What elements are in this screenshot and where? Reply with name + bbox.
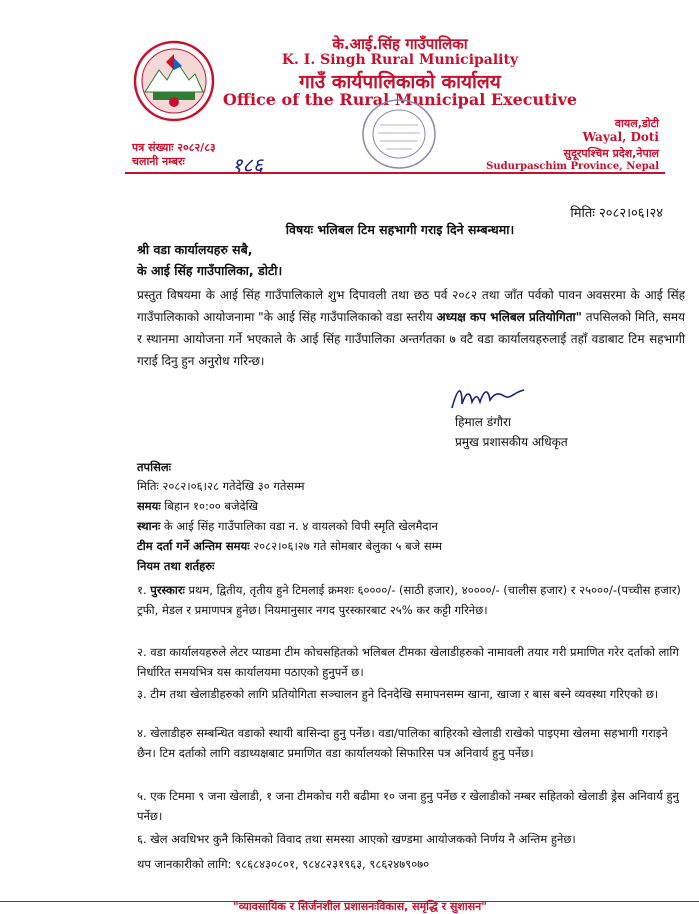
details-time — [137, 499, 687, 514]
signature — [448, 382, 528, 416]
dispatch-number-label: चलानी नम्बरः — [132, 155, 185, 168]
letter-ref-number: पत्र संख्याः २०८२/८३ — [132, 141, 216, 154]
province-english: Sudurpaschim Province, Nepal — [486, 161, 659, 172]
rule-1-number: १. — [137, 583, 151, 597]
municipality-name-nepali: के.आई.सिंह गाउँपालिका — [332, 35, 468, 53]
rules-heading: नियम तथा शर्तहरुः — [137, 559, 215, 573]
signer-title: प्रमुख प्रशासकीय अधिकृत — [455, 435, 568, 449]
address-nepali: वायल,डोटी — [614, 117, 659, 130]
contact-numbers: थप जानकारीको लागि: ९८६८४३०८०१, ९८४८२३१९६३, ९८६२४७९०७० — [137, 857, 430, 871]
footer-slogan: "व्यावसायिक र सिर्जनशील प्रशासनःविकास, समृद्धि र सुशासन" — [232, 900, 488, 913]
details-place — [137, 519, 687, 534]
office-name-english: Office of the Rural Municipal Executive — [222, 90, 578, 109]
province-nepali: सुदूरपश्चिम प्रदेश,नेपाल — [563, 147, 659, 160]
place-label: स्थानः — [137, 519, 161, 533]
rule-2: २. वडा कार्यालयहरुले लेटर प्याडमा टीम कोचसहितको भलिबल टीमका खेलाडीहरुको नामावली तयार गरी प्रमाणित गरेर दर्ताको लागि निर्धारित समयभित्र यस कार्यालयमा पठाएको हुनुपर्ने छ। — [137, 645, 679, 679]
deadline-label: टीम दर्ता गर्ने अन्तिम समयः — [137, 539, 250, 553]
body-text-part-2: तपसिलको मिति, समय र स्थानमा आयोजना गर्ने भएकाले के आई सिंह गाउँपालिका अन्तर्गतका ७ वटै वडा कार्यालयहरुलाई तहाँ वडाबाट टिम सहभागी गराई दिनु हुन अनुरोध गरिन्छ। — [137, 310, 686, 368]
recipient-line-2: के आई सिंह गाउँपालिका, डोटी। — [137, 263, 283, 278]
office-name-nepali: गाउँ कार्यपालिकाको कार्यालय — [299, 71, 501, 93]
rule-5: ५. एक टिममा ९ जना खेलाडी, १ जना टीमकोच गरी बढीमा १० जना हुनु पर्नेछ र खेलाडीको नम्बर सहितको खेलाडी ड्रेस अनिवार्य हुनु पर्नेछ। — [137, 789, 679, 823]
header-divider — [125, 172, 665, 174]
rule-1-text: प्रथम, द्वितीय, तृतीय हुने टिमलाई क्रमशः ६००००/- (साठी हजार), ४००००/- (चालीस हजार) र २५०००/-(पच्चीस हजार) ट्रफी, मेडल र प्रमाणपत्र हुनेछ। नियमानुसार नगद पुरस्कारबाट २५% कर कट्टी गरिनेछ। — [137, 583, 681, 617]
municipality-emblem — [133, 40, 215, 122]
rule-4: ४. खेलाडीहरु सम्बन्धित वडाको स्थायी बासिन्दा हुनु पर्नेछ। वडा/पालिका बाहिरको खेलाडी राखेको पाइएमा खेलमा सहभागी गराइने छैन। टिम दर्ताको लागि वडाध्यक्षबाट प्रमाणित वडा कार्यालयको सिफारिस पत्र अनिवार्य हुनु पर्नेछ। — [137, 726, 668, 760]
place-value: के आई सिंह गाउँपालिका वडा न. ४ वायलको विपी स्मृति खेलमैदान — [160, 519, 438, 533]
rule-3: ३. टीम तथा खेलाडीहरुको लागि प्रतियोगिता सञ्चालन हुने दिनदेखि समापनसम्म खाना, खाजा र बास बस्ने व्यवस्था गरिएको छ। — [137, 687, 659, 701]
deadline-value: २०८२।०६।२७ गते सोमबार बेलुका ५ बजे सम्म — [249, 539, 442, 553]
letter-subject: विषयः भलिबल टिम सहभागी गराइ दिने सम्बन्धमा। — [285, 222, 515, 237]
body-event-name: अध्यक्ष कप भलिबल प्रतियोगिता" — [436, 310, 582, 324]
body-text-part-1: प्रस्तुत विषयमा के आई सिंह गाउँपालिकाले शुभ दिपावली तथा छठ पर्व २०८२ तथा जाँत पर्वको पावन अवसरमा के आई सिंह गाउँपालिकाको आयोजनामा "के आई सिंह गाउँपालिकाको वडा स्तरीय — [137, 288, 685, 324]
rule-1-label: पुरस्कारः — [150, 583, 185, 597]
rule-1 — [137, 580, 687, 620]
address-english: Wayal, Doti — [582, 130, 659, 144]
details-deadline — [137, 539, 687, 554]
recipient-line-1: श्री वडा कार्यालयहरु सबै, — [137, 242, 253, 257]
time-value: बिहान १०:०० बजेदेखि — [160, 499, 259, 513]
municipality-name-english: K. I. Singh Rural Municipality — [281, 52, 519, 68]
time-label: समयः — [137, 499, 161, 513]
signer-name: हिमाल डंगौरा — [455, 415, 512, 429]
rule-6: ६. खेल अवधिभर कुनै किसिमको विवाद तथा समस्या आएको खण्डमा आयोजकको निर्णय नै अन्तिम हुनेछ। — [137, 832, 576, 846]
letter-body — [137, 284, 685, 372]
letter-date: मितिः २०८२।०६।२४ — [570, 206, 663, 221]
dispatch-number-value: १८६ — [232, 153, 264, 177]
office-seal — [358, 95, 440, 173]
details-heading: तपसिलः — [137, 460, 171, 474]
details-date: मितिः २०८२।०६।२८ गतेदेखि ३० गतेसम्म — [137, 479, 305, 493]
